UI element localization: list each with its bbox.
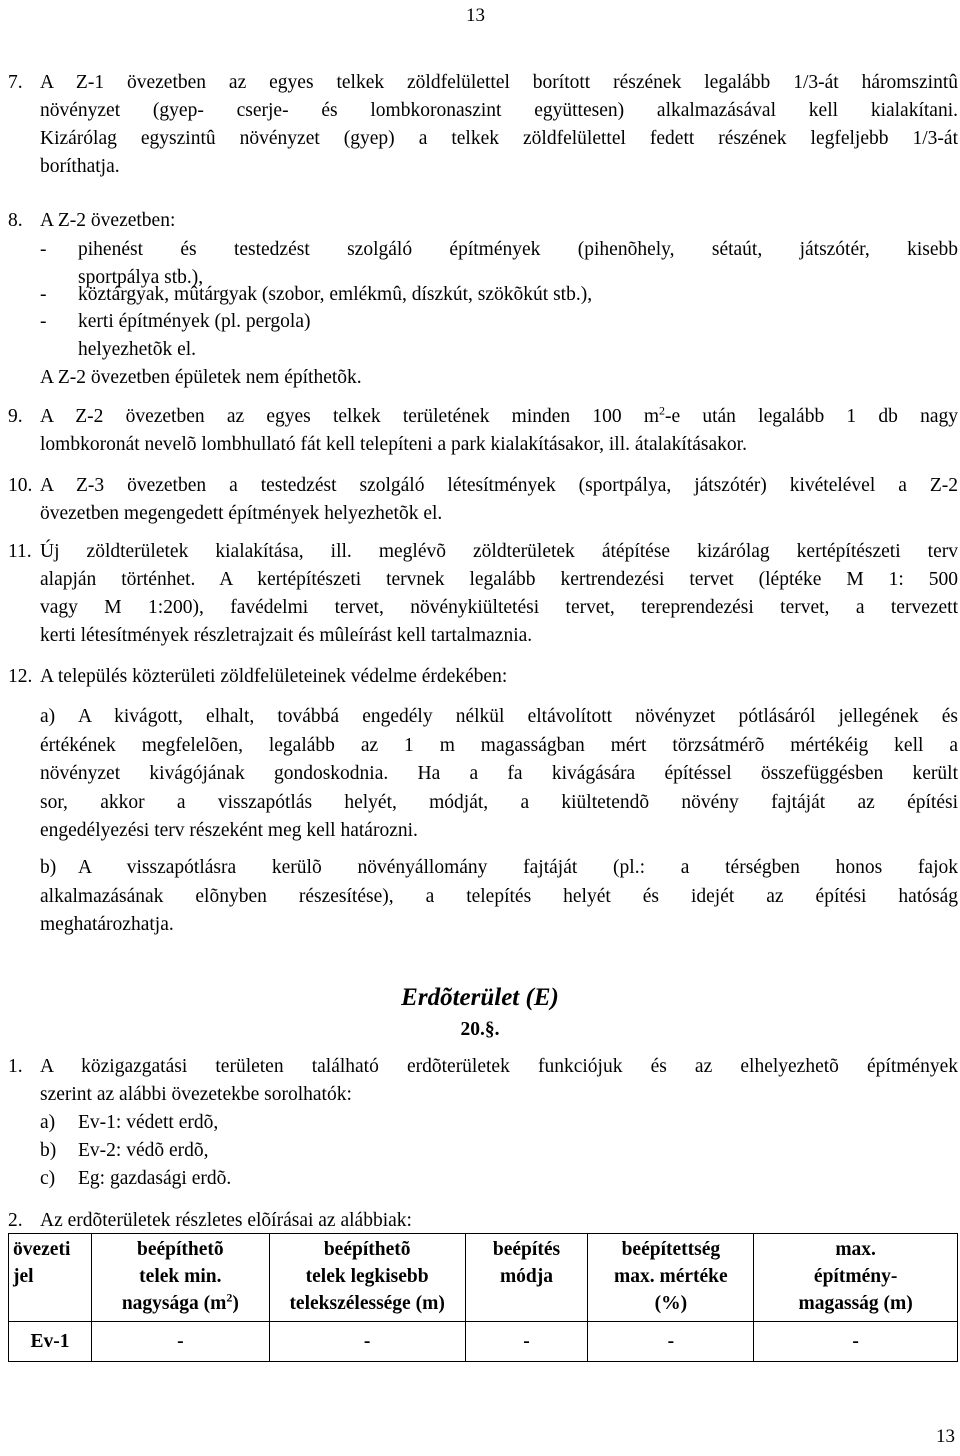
item-11-number: 11. (8, 541, 32, 562)
header-line-b: ) (232, 1293, 239, 1314)
item-8-after-2: A Z-2 övezetben épületek nem építhetõk. (40, 367, 362, 388)
item-7-text (40, 69, 958, 181)
item-9-text (40, 403, 958, 459)
item-12-a-line: sor, akkor a visszapótlás helyét, módját, a kiültetendõ növény fajtáját az építési (40, 791, 958, 813)
e1-sub-b-text: Ev-2: védõ erdõ, (78, 1140, 209, 1161)
section-paragraph-number: 20.§. (460, 1019, 500, 1040)
item-12-number: 12. (8, 666, 33, 687)
dash-line: sportpálya stb.), (78, 267, 204, 288)
e1-sub-c-text: Eg: gazdasági erdõ. (78, 1168, 232, 1189)
header-line: beépíthetõ (137, 1239, 224, 1260)
item-12-a-line: növényzet kivágójának gondoskodnia. Ha a fa kivágására építéssel összefüggésben került (40, 763, 958, 784)
header-line: telek legkisebb (305, 1266, 429, 1287)
header-line (95, 1290, 266, 1317)
dash-line: köztárgyak, mûtárgyak (szobor, emlékmû, díszkút, szökõkút stb.), (78, 284, 593, 305)
table-cell: - (465, 1322, 588, 1362)
item-11-text (40, 538, 958, 650)
header-line: max. mértéke (613, 1266, 728, 1287)
item-12-b-line: A visszapótlásra kerülõ növényállomány fajtáját (pl.: a térségben honos fajok (78, 857, 958, 878)
table-cell: Ev-1 (9, 1322, 92, 1362)
item-8-intro: A Z-2 övezetben: (40, 210, 176, 231)
page-number-bottom: 13 (936, 1426, 955, 1447)
item-12-a-text (40, 703, 958, 846)
dash-marker: - (40, 239, 47, 260)
header-sup: 2 (226, 1290, 233, 1305)
table-header-cell (754, 1234, 958, 1322)
item-11-line: alapján történhet. A kertépítészeti tervnek legalább kertrendezési tervet (léptéke M 1: 500 (40, 569, 958, 590)
e1-sub-a-text: Ev-1: védett erdõ, (78, 1112, 219, 1133)
item-9-line: lombkoronát nevelõ lombhullató fát kell telepíteni a park kialakításakor, ill. átalakításakor. (40, 434, 747, 455)
erdo-table (8, 1233, 958, 1362)
table-header-cell (588, 1234, 754, 1322)
table-cell: - (269, 1322, 465, 1362)
item-10-text (40, 472, 958, 528)
table-header-cell (269, 1234, 465, 1322)
item-12-b-line: meghatározhatja. (40, 914, 174, 935)
section-title: Erdõterület (E) (401, 984, 559, 1011)
dash-marker: - (40, 311, 47, 332)
dash-marker: - (40, 284, 47, 305)
item-12-b-text (40, 854, 958, 940)
item-12-a-line: értékének megfelelõen, legalább az 1 m magasságban mért törzsátmérõ mértékéig kell a (40, 734, 958, 756)
header-line: övezeti (13, 1239, 71, 1260)
table-header-row (9, 1234, 958, 1322)
table-cell: - (91, 1322, 269, 1362)
table-header-cell (91, 1234, 269, 1322)
item-10-line: A Z-3 övezetben a testedzést szolgáló létesítmények (sportpálya, játszótér) kivételével a Z-2 (40, 475, 958, 496)
item-7-line: A Z-1 övezetben az egyes telkek zöldfelülettel borított részének legalább 1/3-át háromszintû (40, 72, 958, 93)
header-line: módja (499, 1266, 554, 1287)
dash-line: pihenést és testedzést szolgáló építmények (pihenõhely, sétaút, játszótér, kisebb (78, 239, 958, 260)
item-12-b-label: b) (40, 857, 57, 878)
item-9-line-a: A Z-2 övezetben az egyes telkek területének minden 100 m (40, 406, 659, 427)
e2-number: 2. (8, 1210, 23, 1231)
table-header-cell (465, 1234, 588, 1322)
header-line: beépítés (492, 1239, 561, 1260)
e1-text (40, 1053, 958, 1109)
e2-text: Az erdõterületek részletes elõírásai az alábbiak: (40, 1210, 412, 1231)
item-10-line: övezetben megengedett építmények helyezhetõk el. (40, 503, 443, 524)
item-12-a-label: a) (40, 706, 56, 727)
item-7-line: Kizárólag egyszintû növényzet (gyep) a telkek zöldfelülettel fedett részének legfeljebb 1/3-át (40, 128, 958, 149)
item-7-line: boríthatja. (40, 156, 120, 177)
header-line: max. (835, 1239, 876, 1260)
e1-sub-a-label: a) (40, 1112, 56, 1133)
e1-line: szerint az alábbi övezetekbe sorolhatók: (40, 1084, 352, 1105)
item-8-dash-3 (40, 308, 958, 336)
header-line: telekszélessége (m) (289, 1293, 445, 1314)
item-12-a-line: A kivágott, elhalt, továbbá engedély nélkül eltávolított növényzet pótlásáról jellegének és (78, 706, 958, 727)
item-9-line (40, 403, 958, 431)
item-8-number: 8. (8, 210, 23, 231)
item-11-line: vagy M 1:200), favédelmi tervet, növénykiültetési tervet, tereprendezési tervet, a tervezett (40, 597, 958, 618)
item-8-dash-2 (40, 281, 958, 309)
header-line: beépítettség (621, 1239, 721, 1260)
dash-line: kerti építmények (pl. pergola) (78, 311, 311, 332)
table-cell: - (754, 1322, 958, 1362)
item-10-number: 10. (8, 475, 33, 496)
item-11-line: kerti létesítmények részletrajzait és mûleírást kell tartalmaznia. (40, 625, 533, 646)
header-line: építmény- (813, 1266, 898, 1287)
item-9-line-b: -e után legalább 1 db nagy (665, 406, 958, 427)
item-9-number: 9. (8, 406, 23, 427)
table-cell: - (588, 1322, 754, 1362)
header-line: (%) (654, 1293, 688, 1314)
item-7-number: 7. (8, 72, 23, 93)
table-row (9, 1322, 958, 1362)
item-11-line: Új zöldterületek kialakítása, ill. meglévõ zöldterületek átépítése kizárólag kertépítészeti terv (40, 541, 958, 562)
table-header-cell (9, 1234, 92, 1322)
item-12-intro: A település közterületi zöldfelületeinek védelme érdekében: (40, 666, 508, 687)
item-9-sup: 2 (659, 403, 665, 418)
header-line: jel (13, 1266, 34, 1287)
e1-number: 1. (8, 1056, 23, 1077)
e1-sub-c-label: c) (40, 1168, 56, 1189)
e1-sub-b-label: b) (40, 1140, 57, 1161)
header-line-a: nagysága (m (121, 1293, 227, 1314)
item-8-after-1: helyezhetõk el. (78, 339, 197, 360)
item-12-b-line: alkalmazásának elõnyben részesítése), a telepítés helyét és idejét az építési hatóság (40, 885, 958, 907)
header-line: magasság (m) (798, 1293, 913, 1314)
item-7-line: növényzet (gyep- cserje- és lombkoronaszint együttesen) alkalmazásával kell kialakítani. (40, 100, 958, 121)
page-number-top: 13 (466, 5, 485, 26)
item-12-a-line: engedélyezési terv részeként meg kell határozni. (40, 820, 418, 841)
header-line: telek min. (139, 1266, 222, 1287)
e1-line: A közigazgatási területen található erdõterületek funkciójuk és az elhelyezhetõ építmények (40, 1056, 958, 1077)
header-line: beépíthetõ (323, 1239, 411, 1260)
